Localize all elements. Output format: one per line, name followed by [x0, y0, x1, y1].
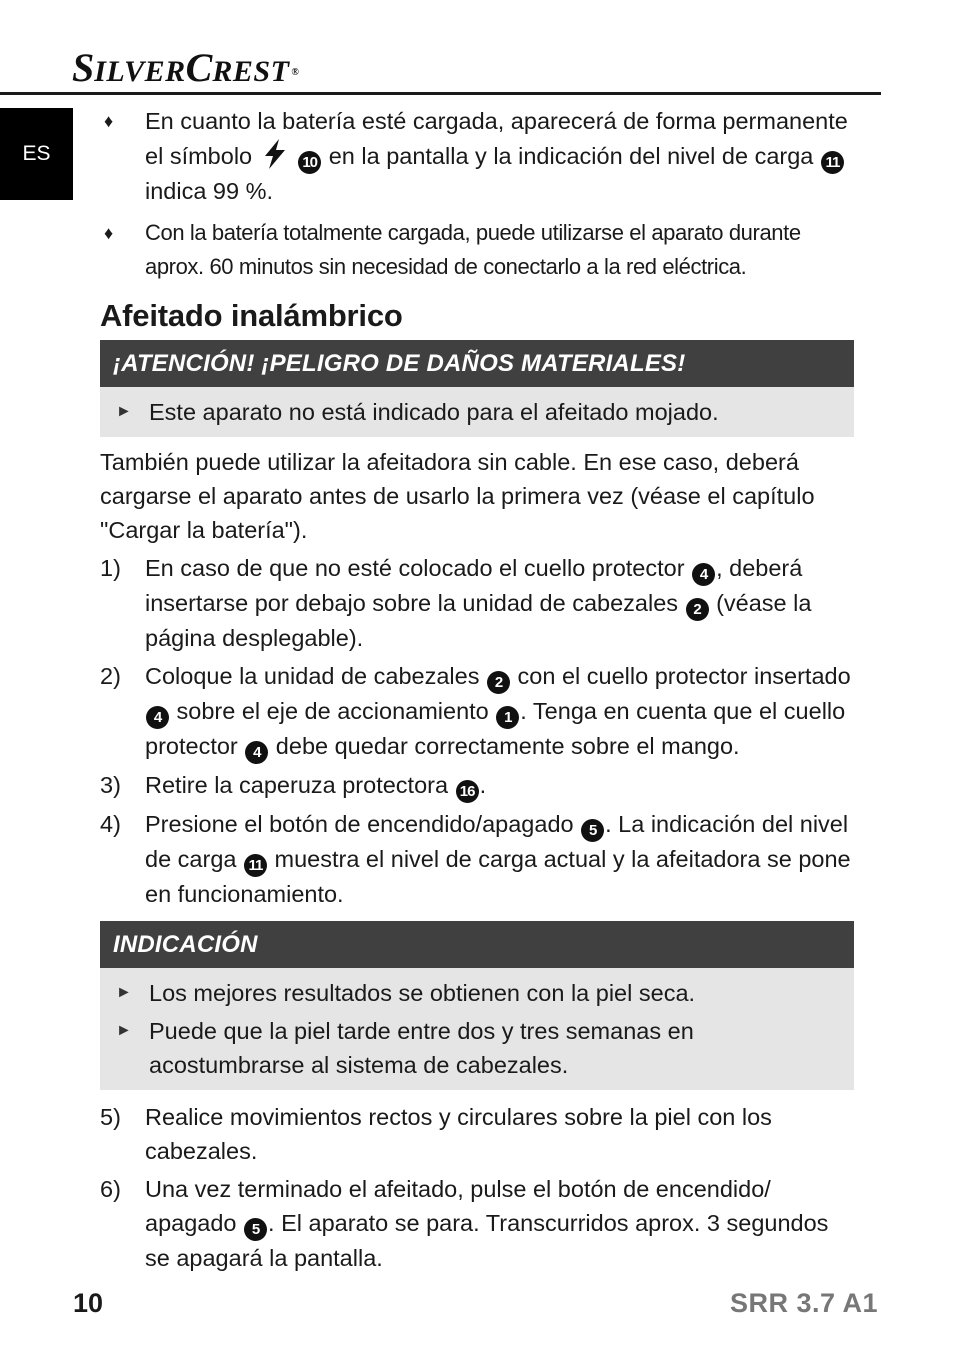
- step-item: 2) Coloque la unidad de cabezales 2 con el cuello protector insertado 4 sobre el eje de accionamiento 1 . Tenga en cuenta que el cuello protector 4 debe quedar correctamente sobre el mango.: [100, 659, 854, 764]
- step-item: 1) En caso de que no esté colocado el cuello protector 4 , deberá insertarse por debajo sobre la unidad de cabezales 2 (véase la página desplegable).: [100, 555, 812, 651]
- reference-number: 16: [456, 780, 479, 803]
- reference-number: 1: [496, 706, 519, 729]
- step-item: 3) Retire la caperuza protectora 16 .: [100, 768, 854, 803]
- warning-box: [100, 340, 854, 437]
- page-content: [100, 104, 854, 1279]
- reference-number: 5: [581, 819, 604, 842]
- note-header: INDICACIÓN: [100, 921, 854, 968]
- diamond-bullet-icon: ♦: [104, 223, 113, 243]
- reference-number: 5: [244, 1218, 267, 1241]
- reference-number: 4: [692, 563, 715, 586]
- note-box: [100, 921, 854, 1090]
- reference-number: 11: [244, 854, 267, 877]
- language-tab: ES: [0, 108, 73, 200]
- step-item: 6) Una vez terminado el afeitado, pulse el botón de encendido/ apagado 5 . El aparato se para. Transcurridos aprox. 3 segundos se apagará la pantalla.: [100, 1176, 829, 1271]
- step-item: 4) Presione el botón de encendido/apagado 5 . La indicación del nivel de carga 11 muestra el nivel de carga actual y la afeitadora se pone en funcionamiento.: [100, 811, 851, 907]
- header-rule: [0, 92, 881, 95]
- arrow-bullet-icon: ►: [116, 403, 132, 420]
- diamond-bullet-icon: ♦: [104, 111, 114, 131]
- reference-number: 2: [686, 598, 709, 621]
- page-number: 10: [73, 1288, 104, 1318]
- list-item: ► Este aparato no está indicado para el afeitado mojado.: [100, 395, 854, 429]
- list-item: ► Puede que la piel tarde entre dos y tres semanas en acostumbrarse al sistema de cabezales.: [100, 1014, 854, 1082]
- list-item: ► Los mejores resultados se obtienen con la piel seca.: [100, 976, 854, 1010]
- step-item: 5) Realice movimientos rectos y circulares sobre la piel con los cabezales.: [100, 1104, 772, 1164]
- reference-number: 10: [298, 151, 321, 174]
- bullet-item: ♦ En cuanto la batería esté cargada, aparecerá de forma permanente el símbolo 10 en la pantalla y la indicación del nivel de carga 11 indica 99 %.: [100, 104, 854, 208]
- lightning-bolt-icon: [259, 138, 291, 170]
- bullet-item: ♦ Con la batería totalmente cargada, puede utilizarse el aparato durante aprox. 60 minutos sin necesidad de conectarlo a la red eléctrica.: [100, 216, 854, 284]
- warning-header: ¡ATENCIÓN! ¡PELIGRO DE DAÑOS MATERIALES!: [100, 340, 854, 387]
- silvercrest-logo: SILVERCREST ®: [72, 45, 299, 90]
- arrow-bullet-icon: ►: [116, 984, 132, 1001]
- arrow-bullet-icon: ►: [116, 1022, 132, 1039]
- reference-number: 4: [146, 706, 169, 729]
- reference-number: 4: [245, 741, 268, 764]
- section-title: Afeitado inalámbrico: [100, 298, 403, 333]
- reference-number: 11: [821, 151, 844, 174]
- intro-paragraph: También puede utilizar la afeitadora sin cable. En ese caso, deberá cargarse el aparato antes de usarlo la primera vez (véase el capítulo "Cargar la batería").: [100, 449, 815, 543]
- model-number: SRR 3.7 A1: [729, 1288, 878, 1318]
- reference-number: 2: [487, 671, 510, 694]
